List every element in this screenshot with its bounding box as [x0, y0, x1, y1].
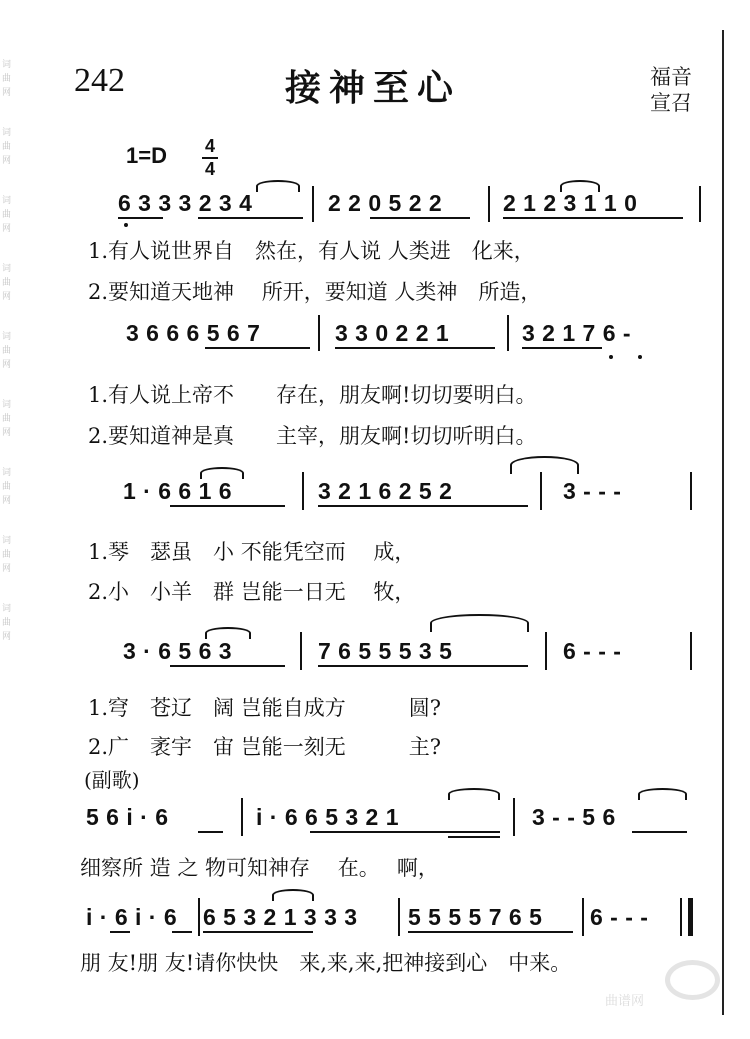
tie-arc — [560, 180, 600, 192]
lyric-verse-2: 2.要知道天地神 所开，要知道 人类神 所造， — [88, 280, 542, 304]
barline — [540, 472, 542, 510]
final-barline-thin — [680, 898, 682, 936]
tie-arc — [256, 180, 300, 192]
lyric-verse-2: 2.广 袤宇 宙 岂能一刻无 主? — [88, 735, 441, 759]
lyric-verse-1: 1.有人说世界自 然在，有人说 人类进 化来， — [88, 239, 535, 263]
measure: 2 1 2 3 1 1 0 — [503, 190, 638, 216]
hymn-title: 接神至心 — [285, 68, 462, 109]
measure: 3 - - 5 6 — [532, 804, 616, 830]
measure: 6 - - - — [563, 638, 622, 664]
lyric-verse-2: 2.小 小羊 群 岂能一日无 牧， — [88, 580, 416, 604]
barline — [198, 898, 200, 936]
tie-arc — [205, 627, 251, 639]
measure: 3 2 1 7 6 - — [522, 320, 632, 346]
barline — [300, 632, 302, 670]
measure: 3 2 1 6 2 5 2 — [318, 478, 453, 504]
barline — [398, 898, 400, 936]
watermark-ring — [665, 960, 720, 1000]
lyric-verse-2: 2.要知道神是真 主宰，朋友啊!切切听明白。 — [88, 424, 537, 448]
barline — [690, 632, 692, 670]
barline — [318, 315, 320, 351]
beam-underline — [172, 931, 192, 933]
beam-underline — [632, 831, 687, 833]
lyric-verse-1: 1.有人说上帝不 存在，朋友啊!切切要明白。 — [88, 383, 537, 407]
beam-underline — [318, 665, 528, 667]
barline — [241, 798, 243, 836]
measure: 7 6 5 5 5 3 5 — [318, 638, 453, 664]
barline — [582, 898, 584, 936]
low-octave-dot — [124, 223, 128, 227]
barline — [507, 315, 509, 351]
measure: 1 · 6 6 1 6 — [123, 478, 233, 504]
beam-underline — [118, 217, 163, 219]
chorus-label: (副歌) — [84, 768, 140, 792]
barline — [488, 186, 490, 222]
category-line-2: 宣召 — [650, 91, 692, 115]
beam-underline — [448, 836, 500, 838]
site-watermark — [595, 955, 715, 1010]
beam-underline — [203, 931, 313, 933]
measure: 3 - - - — [563, 478, 622, 504]
lyric-verse-1: 1.穹 苍辽 阔 岂能自成方 圆? — [88, 696, 441, 720]
watermark-text: 曲谱网 — [605, 994, 645, 1009]
hymn-category — [650, 64, 692, 116]
tie-arc — [638, 788, 687, 800]
beam-underline — [370, 217, 470, 219]
lyric-chorus: 细察所 造 之 物可知神存 在。 啊， — [80, 856, 439, 880]
beam-underline — [170, 665, 285, 667]
measure: 5 5 5 5 7 6 5 — [408, 904, 543, 930]
measure: 6 5 3 2 1 3 3 3 — [203, 904, 358, 930]
tie-arc — [272, 889, 314, 901]
barline — [312, 186, 314, 222]
beam-underline — [335, 347, 495, 349]
beam-underline — [408, 931, 573, 933]
measure: 3 · 6 5 6 3 — [123, 638, 233, 664]
measure: 3 6 6 6 5 6 7 — [126, 320, 261, 346]
low-octave-dot — [609, 355, 613, 359]
barline — [545, 632, 547, 670]
low-octave-dot — [638, 355, 642, 359]
lyric-chorus: 朋 友!朋 友!请你快快 来,来,来,把神接到心 中来。 — [80, 951, 572, 975]
barline — [690, 472, 692, 510]
measure: i · 6 i · 6 — [86, 904, 178, 930]
beam-underline — [318, 505, 528, 507]
beam-underline — [198, 831, 223, 833]
side-watermark: 词 曲 网 词 曲 网 词 曲 网 词 曲 网 词 曲 网 词 曲 网 词 曲 网 词 曲 网 词 曲 网 — [2, 60, 12, 642]
beam-underline — [205, 347, 310, 349]
barline — [699, 186, 701, 222]
measure: 2 2 0 5 2 2 — [328, 190, 443, 216]
tie-arc — [510, 456, 579, 474]
page-right-border — [722, 30, 724, 1015]
beam-underline — [522, 347, 602, 349]
time-signature-top: 4 — [204, 136, 215, 156]
measure: 3 3 0 2 2 1 — [335, 320, 450, 346]
measure: 6 3 3 3 2 3 4 — [118, 190, 253, 216]
measure: 6 - - - — [590, 904, 649, 930]
beam-underline — [503, 217, 683, 219]
measure: i · 6 6 5 3 2 1 — [256, 804, 400, 830]
tie-arc — [430, 614, 529, 632]
barline — [302, 472, 304, 510]
final-barline-thick — [688, 898, 693, 936]
beam-underline — [310, 831, 500, 833]
tie-arc — [448, 788, 500, 800]
beam-underline — [170, 505, 285, 507]
lyric-verse-1: 1.琴 瑟虽 小 不能凭空而 成， — [88, 540, 416, 564]
category-line-1: 福音 — [650, 65, 692, 89]
beam-underline — [110, 931, 130, 933]
time-signature — [202, 137, 218, 179]
hymn-number: 242 — [74, 62, 125, 99]
time-signature-bottom: 4 — [204, 159, 215, 179]
beam-underline — [198, 217, 303, 219]
barline — [513, 798, 515, 836]
measure: 5 6 i · 6 — [86, 804, 169, 830]
tie-arc — [200, 467, 244, 479]
key-signature: 1=D — [126, 143, 167, 168]
